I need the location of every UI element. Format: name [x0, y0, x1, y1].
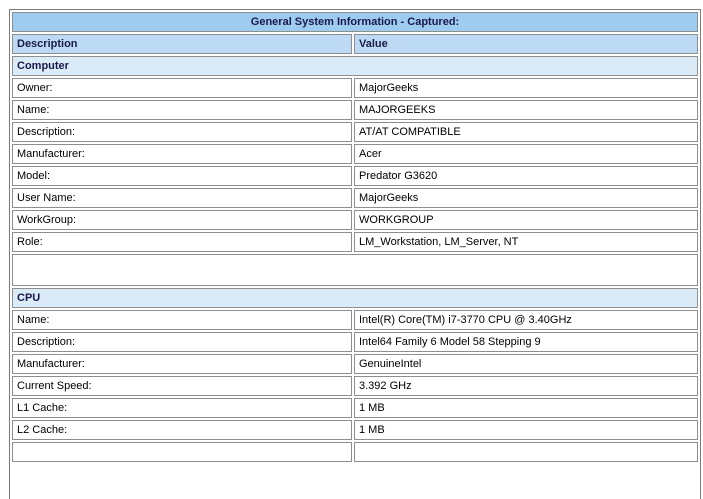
row-label: L1 Cache:	[12, 398, 352, 418]
row-value: MAJORGEEKS	[354, 100, 698, 120]
table-row	[12, 122, 698, 142]
row-value: 1 MB	[354, 420, 698, 440]
column-header-value: Value	[354, 34, 698, 54]
row-label: Name:	[12, 310, 352, 330]
row-label: Manufacturer:	[12, 354, 352, 374]
row-value: MajorGeeks	[354, 78, 698, 98]
row-label: Manufacturer:	[12, 144, 352, 164]
table-row	[12, 332, 698, 352]
row-label: WorkGroup:	[12, 210, 352, 230]
section-header-row	[12, 288, 698, 308]
table-row	[12, 354, 698, 374]
table-row	[12, 100, 698, 120]
section-title: Computer	[12, 56, 698, 76]
table-row	[12, 420, 698, 440]
row-label: Role:	[12, 232, 352, 252]
table-row	[12, 144, 698, 164]
column-header-description: Description	[12, 34, 352, 54]
row-value: Intel(R) Core(TM) i7-3770 CPU @ 3.40GHz	[354, 310, 698, 330]
row-label: Description:	[12, 332, 352, 352]
row-label: Description:	[12, 122, 352, 142]
row-value: 1 MB	[354, 398, 698, 418]
table-row	[12, 398, 698, 418]
system-info-table	[10, 10, 700, 464]
title-row	[12, 12, 698, 32]
table-row	[12, 78, 698, 98]
section-title: CPU	[12, 288, 698, 308]
row-label: Owner:	[12, 78, 352, 98]
row-label: Current Speed:	[12, 376, 352, 396]
report-title: General System Information - Captured:	[12, 12, 698, 32]
row-value: GenuineIntel	[354, 354, 698, 374]
row-value: MajorGeeks	[354, 188, 698, 208]
row-value: AT/AT COMPATIBLE	[354, 122, 698, 142]
row-value: Predator G3620	[354, 166, 698, 186]
table-row	[12, 188, 698, 208]
row-value: LM_Workstation, LM_Server, NT	[354, 232, 698, 252]
table-row	[12, 232, 698, 252]
table-row	[12, 442, 698, 462]
row-label: L2 Cache:	[12, 420, 352, 440]
section-header-row	[12, 56, 698, 76]
row-label: User Name:	[12, 188, 352, 208]
row-value	[354, 442, 698, 462]
table-row	[12, 310, 698, 330]
column-header-row	[12, 34, 698, 54]
row-label: Model:	[12, 166, 352, 186]
report-frame	[9, 9, 701, 499]
row-value: 3.392 GHz	[354, 376, 698, 396]
table-row	[12, 210, 698, 230]
row-value: Acer	[354, 144, 698, 164]
table-row	[12, 376, 698, 396]
row-value: Intel64 Family 6 Model 58 Stepping 9	[354, 332, 698, 352]
row-label: Name:	[12, 100, 352, 120]
section-spacer	[12, 254, 698, 286]
table-row	[12, 166, 698, 186]
row-value: WORKGROUP	[354, 210, 698, 230]
section-spacer-row	[12, 254, 698, 286]
row-label	[12, 442, 352, 462]
